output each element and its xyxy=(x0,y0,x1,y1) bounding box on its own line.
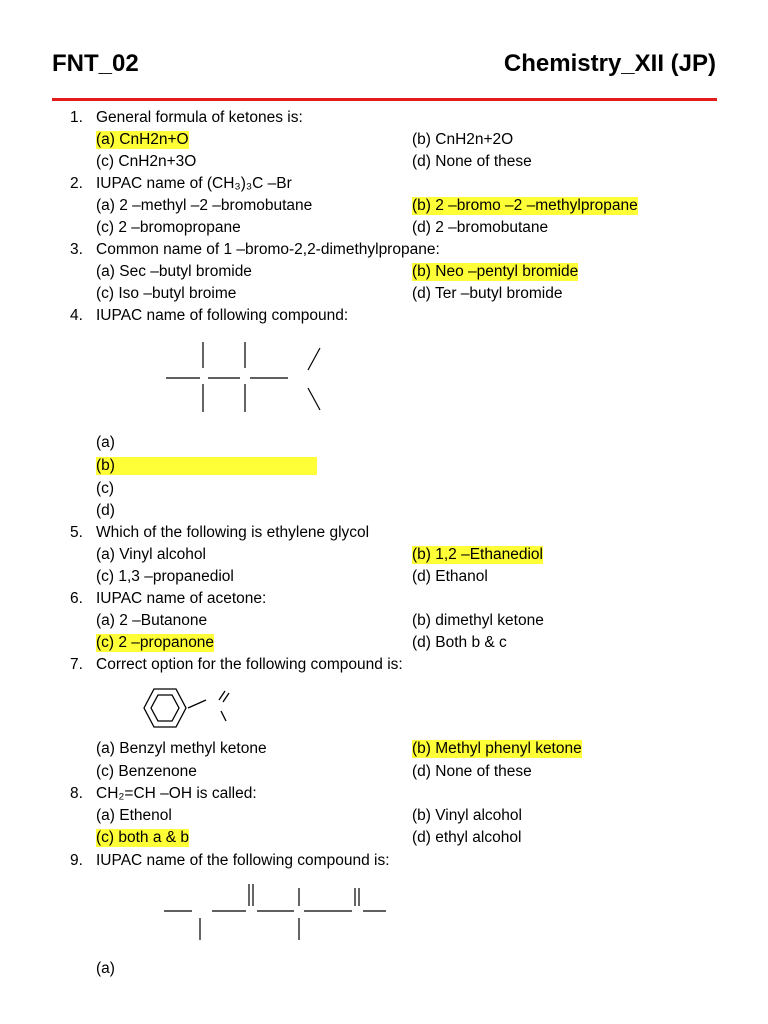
q2-option-c: (c) 2 –bromopropane xyxy=(96,219,241,236)
q8-option-c: (c) both a & b xyxy=(96,829,190,846)
q8-option-b: (b) Vinyl alcohol xyxy=(412,807,522,824)
q5-option-d: (d) Ethanol xyxy=(412,568,488,585)
question-number-1: 1. xyxy=(70,109,83,126)
q6-option-d: (d) Both b & c xyxy=(412,634,507,651)
question-4-stem: IUPAC name of following compound: xyxy=(96,307,349,324)
question-number-7: 7. xyxy=(70,656,83,673)
question-number-3: 3. xyxy=(70,241,83,258)
header-divider xyxy=(52,98,717,101)
q9-option-a: (a) xyxy=(96,960,115,977)
q1-option-b: (b) CnH2n+2O xyxy=(412,131,514,148)
q3-option-c: (c) Iso –butyl broime xyxy=(96,285,237,302)
q8-option-a: (a) Ethenol xyxy=(96,807,172,824)
question-3-stem: Common name of 1 –bromo-2,2-dimethylpropane: xyxy=(96,241,440,258)
q3-option-b: (b) Neo –pentyl bromide xyxy=(412,263,579,280)
q7-option-b: (b) Methyl phenyl ketone xyxy=(412,740,582,757)
q7-benzene-ketone-structure xyxy=(136,680,246,736)
q6-option-c: (c) 2 –propanone xyxy=(96,634,215,651)
q6-option-b: (b) dimethyl ketone xyxy=(412,612,544,629)
q9-skeletal-structure xyxy=(160,880,400,944)
question-2-stem: IUPAC name of (CH₃)₃C –Br xyxy=(96,175,292,192)
q4-option-a: (a) xyxy=(96,434,115,451)
q7-option-c: (c) Benzenone xyxy=(96,763,197,780)
question-9-stem: IUPAC name of the following compound is: xyxy=(96,852,390,869)
q2-option-d: (d) 2 –bromobutane xyxy=(412,219,549,236)
question-1-stem: General formula of ketones is: xyxy=(96,109,303,126)
question-number-4: 4. xyxy=(70,307,83,324)
q6-option-a: (a) 2 –Butanone xyxy=(96,612,208,629)
q4-skeletal-structure xyxy=(160,338,330,418)
q1-option-a: (a) CnH2n+O xyxy=(96,131,189,148)
q3-option-a: (a) Sec –butyl bromide xyxy=(96,263,252,280)
subject-title: Chemistry_XII (JP) xyxy=(503,50,716,77)
q5-option-c: (c) 1,3 –propanediol xyxy=(96,568,234,585)
q5-option-a: (a) Vinyl alcohol xyxy=(96,546,206,563)
q1-option-d: (d) None of these xyxy=(412,153,532,170)
paper-code: FNT_02 xyxy=(52,50,139,77)
q2-option-a: (a) 2 –methyl –2 –bromobutane xyxy=(96,197,313,214)
question-number-2: 2. xyxy=(70,175,83,192)
q7-option-d: (d) None of these xyxy=(412,763,532,780)
q4-option-b: (b) xyxy=(96,457,317,475)
q4-option-d: (d) xyxy=(96,502,115,519)
question-number-6: 6. xyxy=(70,590,83,607)
q8-option-d: (d) ethyl alcohol xyxy=(412,829,522,846)
question-6-stem: IUPAC name of acetone: xyxy=(96,590,267,607)
question-number-5: 5. xyxy=(70,524,83,541)
q3-option-d: (d) Ter –butyl bromide xyxy=(412,285,563,302)
question-number-9: 9. xyxy=(70,852,83,869)
question-5-stem: Which of the following is ethylene glycol xyxy=(96,524,370,541)
question-7-stem: Correct option for the following compound is: xyxy=(96,656,403,673)
q2-option-b: (b) 2 –bromo –2 –methylpropane xyxy=(412,197,638,214)
question-8-stem: CH₂=CH –OH is called: xyxy=(96,785,257,802)
q5-option-b: (b) 1,2 –Ethanediol xyxy=(412,546,543,563)
q4-option-c: (c) xyxy=(96,480,115,497)
q1-option-c: (c) CnH2n+3O xyxy=(96,153,197,170)
question-number-8: 8. xyxy=(70,785,83,802)
q7-option-a: (a) Benzyl methyl ketone xyxy=(96,740,267,757)
